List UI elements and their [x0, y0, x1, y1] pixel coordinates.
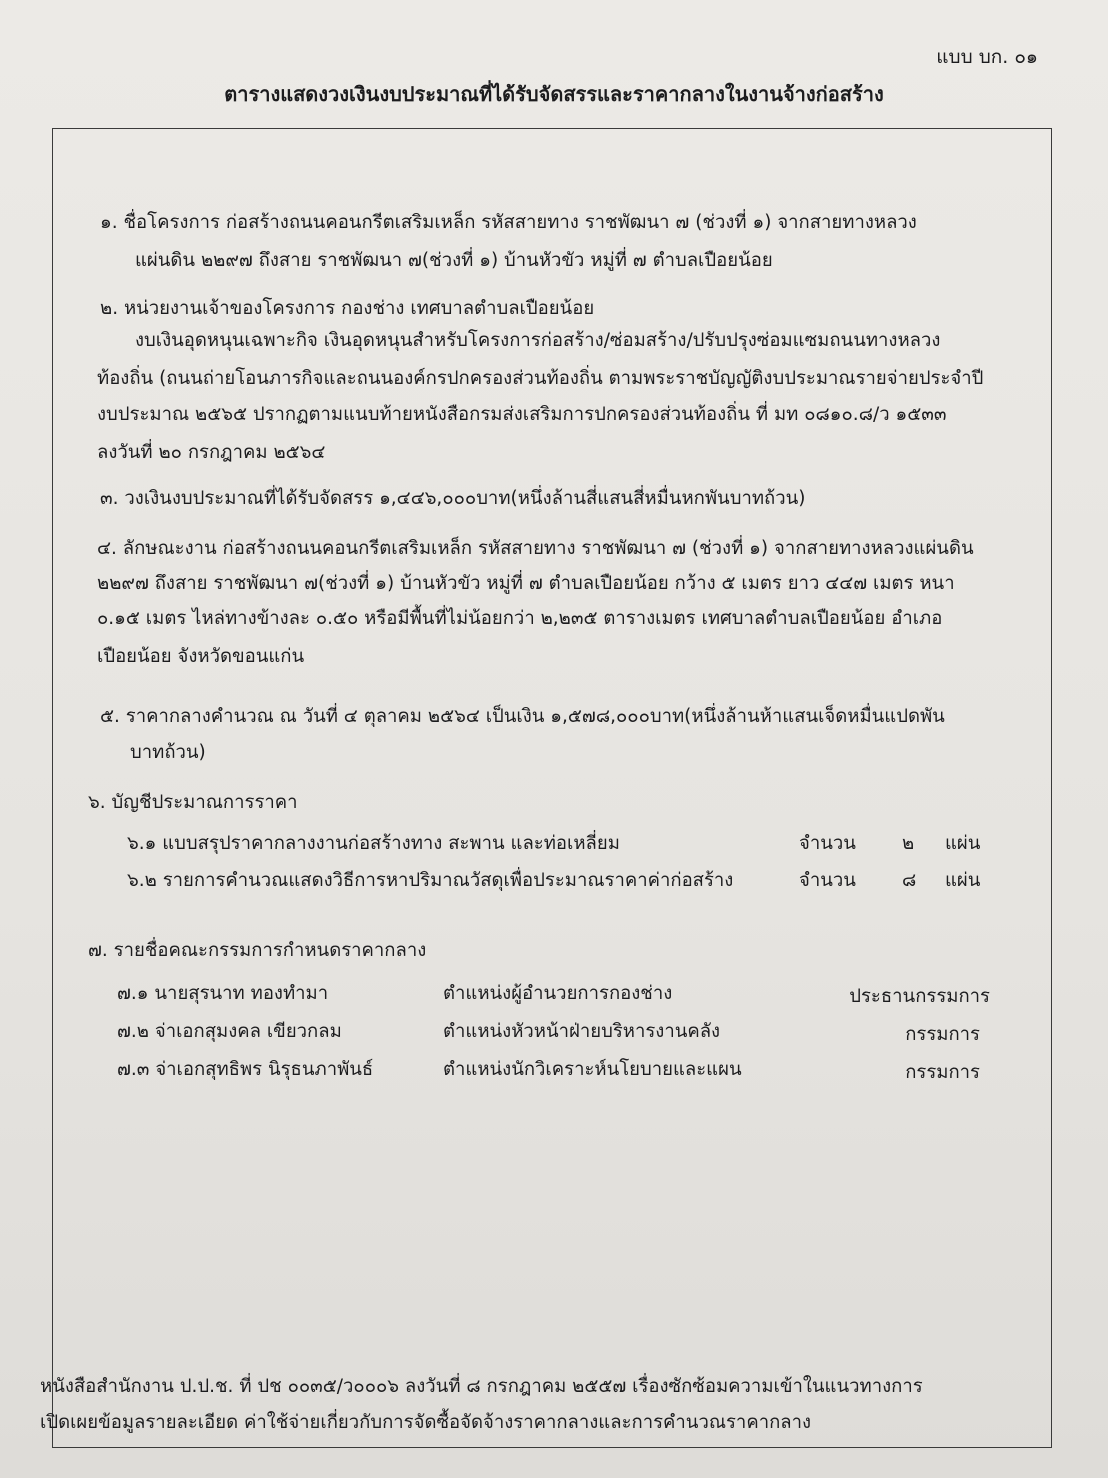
footer-line1: หนังสือสำนักงาน ป.ป.ช. ที่ ปช ๐๐๓๕/ว๐๐๐๖ ลงวันที่ ๘ กรกฎาคม ๒๕๕๗ เรื่องซักซ้อมความเข้าในแนวทางการ — [40, 1376, 923, 1397]
item2-line5: ลงวันที่ ๒๐ กรกฎาคม ๒๕๖๔ — [97, 442, 326, 463]
item6-row1-qty-label: จำนวน — [799, 833, 856, 854]
member1-name: ๗.๑ นายสุรนาท ทองทำมา — [117, 983, 329, 1004]
item6-heading: ๖. บัญชีประมาณการราคา — [88, 792, 298, 813]
item6-row1-unit: แผ่น — [945, 833, 981, 854]
member2-position: ตำแหน่งหัวหน้าฝ่ายบริหารงานคลัง — [443, 1021, 721, 1042]
item6-row2-unit: แผ่น — [945, 870, 981, 891]
member1-position: ตำแหน่งผู้อำนวยการกองช่าง — [443, 983, 673, 1004]
member3-name: ๗.๓ จ่าเอกสุทธิพร นิรุธนภาพันธ์ — [117, 1059, 374, 1080]
item4-line4: เปือยน้อย จังหวัดขอนแก่น — [97, 646, 305, 667]
item5-line1: ๕. ราคากลางคำนวณ ณ วันที่ ๔ ตุลาคม ๒๕๖๔ เป็นเงิน ๑,๕๗๘,๐๐๐บาท(หนึ่งล้านห้าแสนเจ็ดหมื่นแปดพัน — [100, 706, 945, 727]
item2-line4: งบประมาณ ๒๕๖๕ ปรากฏตามแนบท้ายหนังสือกรมส่งเสริมการปกครองส่วนท้องถิ่น ที่ มท ๐๘๑๐.๘/ว ๑๕๓๓ — [97, 404, 947, 425]
item2-line3: ท้องถิ่น (ถนนถ่ายโอนภารกิจและถนนองค์กรปกครองส่วนท้องถิ่น ตามพระราชบัญญัติงบประมาณรายจ่ายประจำปี — [97, 368, 984, 389]
item7-heading: ๗. รายชื่อคณะกรรมการกำหนดราคากลาง — [88, 940, 427, 961]
item2-line2: งบเงินอุดหนุนเฉพาะกิจ เงินอุดหนุนสำหรับโครงการก่อสร้าง/ซ่อมสร้าง/ปรับปรุงซ่อมแซมถนนทางหลวง — [135, 330, 941, 351]
item6-row1-label: ๖.๑ แบบสรุปราคากลางงานก่อสร้างทาง สะพาน และท่อเหลี่ยม — [127, 833, 620, 854]
item2-line1: ๒. หน่วยงานเจ้าของโครงการ กองช่าง เทศบาลตำบลเปือยน้อย — [100, 298, 595, 319]
footer-line2: เปิดเผยข้อมูลรายละเอียด ค่าใช้จ่ายเกี่ยวกับการจัดซื้อจัดจ้างราคากลางและการคำนวณราคากลาง — [40, 1412, 812, 1433]
item4-line2: ๒๒๙๗ ถึงสาย ราชพัฒนา ๗(ช่วงที่ ๑) บ้านหัวขัว หมู่ที่ ๗ ตำบลเปือยน้อย กว้าง ๕ เมตร ยาว ๔๔๗ เมตร หนา — [97, 573, 955, 594]
item4-line1: ๔. ลักษณะงาน ก่อสร้างถนนคอนกรีตเสริมเหล็ก รหัสสายทาง ราชพัฒนา ๗ (ช่วงที่ ๑) จากสายทางหลวงแผ่นดิน — [97, 538, 974, 559]
form-code: แบบ บก. ๐๑ — [936, 46, 1038, 68]
item1-line1: ๑. ชื่อโครงการ ก่อสร้างถนนคอนกรีตเสริมเหล็ก รหัสสายทาง ราชพัฒนา ๗ (ช่วงที่ ๑) จากสายทางหลวง — [100, 212, 917, 233]
item6-row2-qty: ๘ — [902, 870, 917, 891]
member2-role: กรรมการ — [905, 1024, 980, 1045]
page-title: ตารางแสดงวงเงินงบประมาณที่ได้รับจัดสรรและราคากลางในงานจ้างก่อสร้าง — [224, 82, 884, 106]
item3-budget: ๓. วงเงินงบประมาณที่ได้รับจัดสรร ๑,๔๔๖,๐๐๐บาท(หนึ่งล้านสี่แสนสี่หมื่นหกพันบาทถ้วน) — [100, 488, 806, 509]
member3-position: ตำแหน่งนักวิเคราะห์นโยบายและแผน — [443, 1059, 742, 1080]
member3-role: กรรมการ — [905, 1062, 980, 1083]
member1-role: ประธานกรรมการ — [849, 986, 990, 1007]
item4-line3: ๐.๑๕ เมตร ไหล่ทางข้างละ ๐.๕๐ หรือมีพื้นที่ไม่น้อยกว่า ๒,๒๓๕ ตารางเมตร เทศบาลตำบลเปือยน้อย อำเภอ — [97, 608, 943, 629]
content-frame — [52, 128, 1052, 1448]
member2-name: ๗.๒ จ่าเอกสุมงคล เขียวกลม — [117, 1021, 342, 1042]
item6-row1-qty: ๒ — [902, 833, 915, 854]
item5-line2: บาทถ้วน) — [130, 742, 206, 763]
item1-line2: แผ่นดิน ๒๒๙๗ ถึงสาย ราชพัฒนา ๗(ช่วงที่ ๑) บ้านหัวขัว หมู่ที่ ๗ ตำบลเปือยน้อย — [135, 250, 773, 271]
item6-row2-label: ๖.๒ รายการคำนวณแสดงวิธีการหาปริมาณวัสดุเพื่อประมาณราคาค่าก่อสร้าง — [127, 870, 734, 891]
item6-row2-qty-label: จำนวน — [799, 870, 856, 891]
